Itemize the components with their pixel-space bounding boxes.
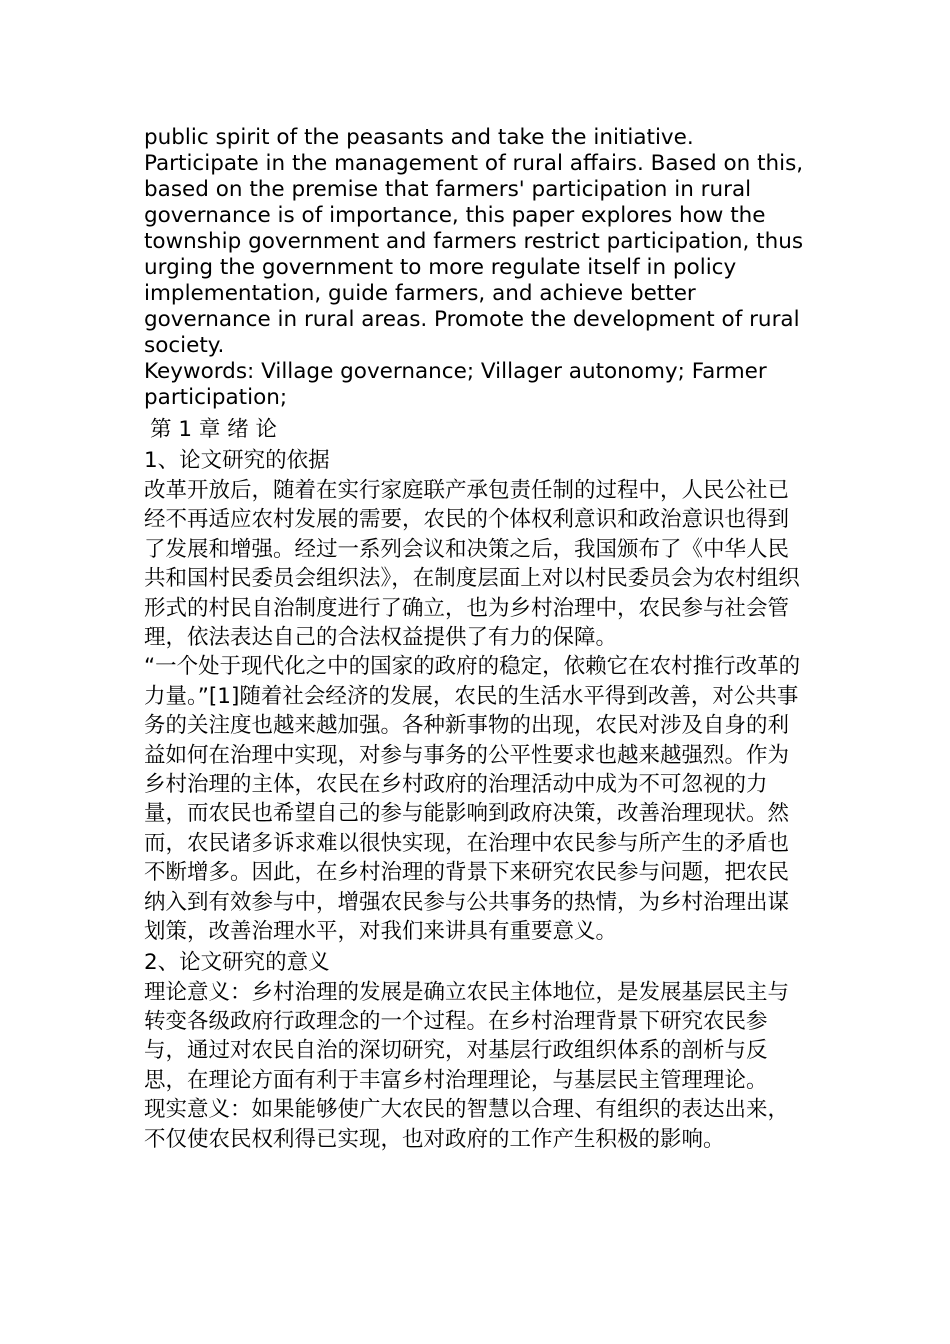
section2-heading: 2、论文研究的意义 bbox=[144, 949, 330, 975]
section1-heading: 1、论文研究的依据 bbox=[144, 448, 330, 473]
section1-paragraph1: 改革开放后，随着在实行家庭联产承包责任制的过程中，人民公社已经不再适应农村发展的需要，农民的个体权利意识和政治意识也得到了发展和增强。经过一系列会议和决策之后，我国颁布了《中华人民共和国村民委员会组织法》，在制度层面上对以村民委员会为农村组织形式的村民自治制度进行了确立，也为乡村治理中，农民参与社会管理，依法表达自己的合法权益提供了有力的保障。 bbox=[144, 478, 800, 651]
document-page bbox=[144, 125, 809, 1154]
section1-paragraph2: “一个处于现代化之中的国家的政府的稳定，依赖它在农村推行改革的力量。”[1]随着社会经济的发展，农民的生活水平得到改善，对公共事务的关注度也越来越加强。各种新事物的出现，农民对涉及自身的利益如何在治理中实现，对参与事务的公平性要求也越来越强烈。作为乡村治理的主体，农民在乡村政府的治理活动中成为不可忽视的力量，而农民也希望自己的参与能影响到政府决策，改善治理现状。然而，农民诸多诉求难以很快实现，在治理中农民参与所产生的矛盾也不断增多。因此，在乡村治理的背景下来研究农民参与问题，把农民纳入到有效参与中，增强农民参与公共事务的热情，为乡村治理出谋划策，改善治理水平，对我们来讲具有重要意义。 bbox=[144, 654, 801, 945]
abstract-continuation: public spirit of the peasants and take the initiative. Participate in the management of rural affairs. Based on this, based on the premise that farmers' participation in rural governance is of importance, this paper explores how the township government and farmers restrict participation, thus urging the government to more regulate itself in policy implementation, guide farmers, and achieve better governance in rural areas. Promote the development of rural society. bbox=[144, 125, 804, 358]
chapter-title: 第 1 章 绪 论 bbox=[150, 417, 278, 442]
section2-practice-paragraph: 现实意义：如果能够使广大农民的智慧以合理、有组织的表达出来，不仅使农民权利得已实现，也对政府的工作产生积极的影响。 bbox=[144, 1097, 790, 1152]
abstract-keywords: Keywords: Village governance; Villager autonomy; Farmer participation; bbox=[144, 359, 767, 410]
section2-theory-paragraph: 理论意义：乡村治理的发展是确立农民主体地位，是发展基层民主与转变各级政府行政理念的一个过程。在乡村治理背景下研究农民参与，通过对农民自治的深切研究，对基层行政组织体系的剖析与反思，在理论方面有利于丰富乡村治理理论，与基层民主管理理论。 bbox=[144, 979, 790, 1093]
